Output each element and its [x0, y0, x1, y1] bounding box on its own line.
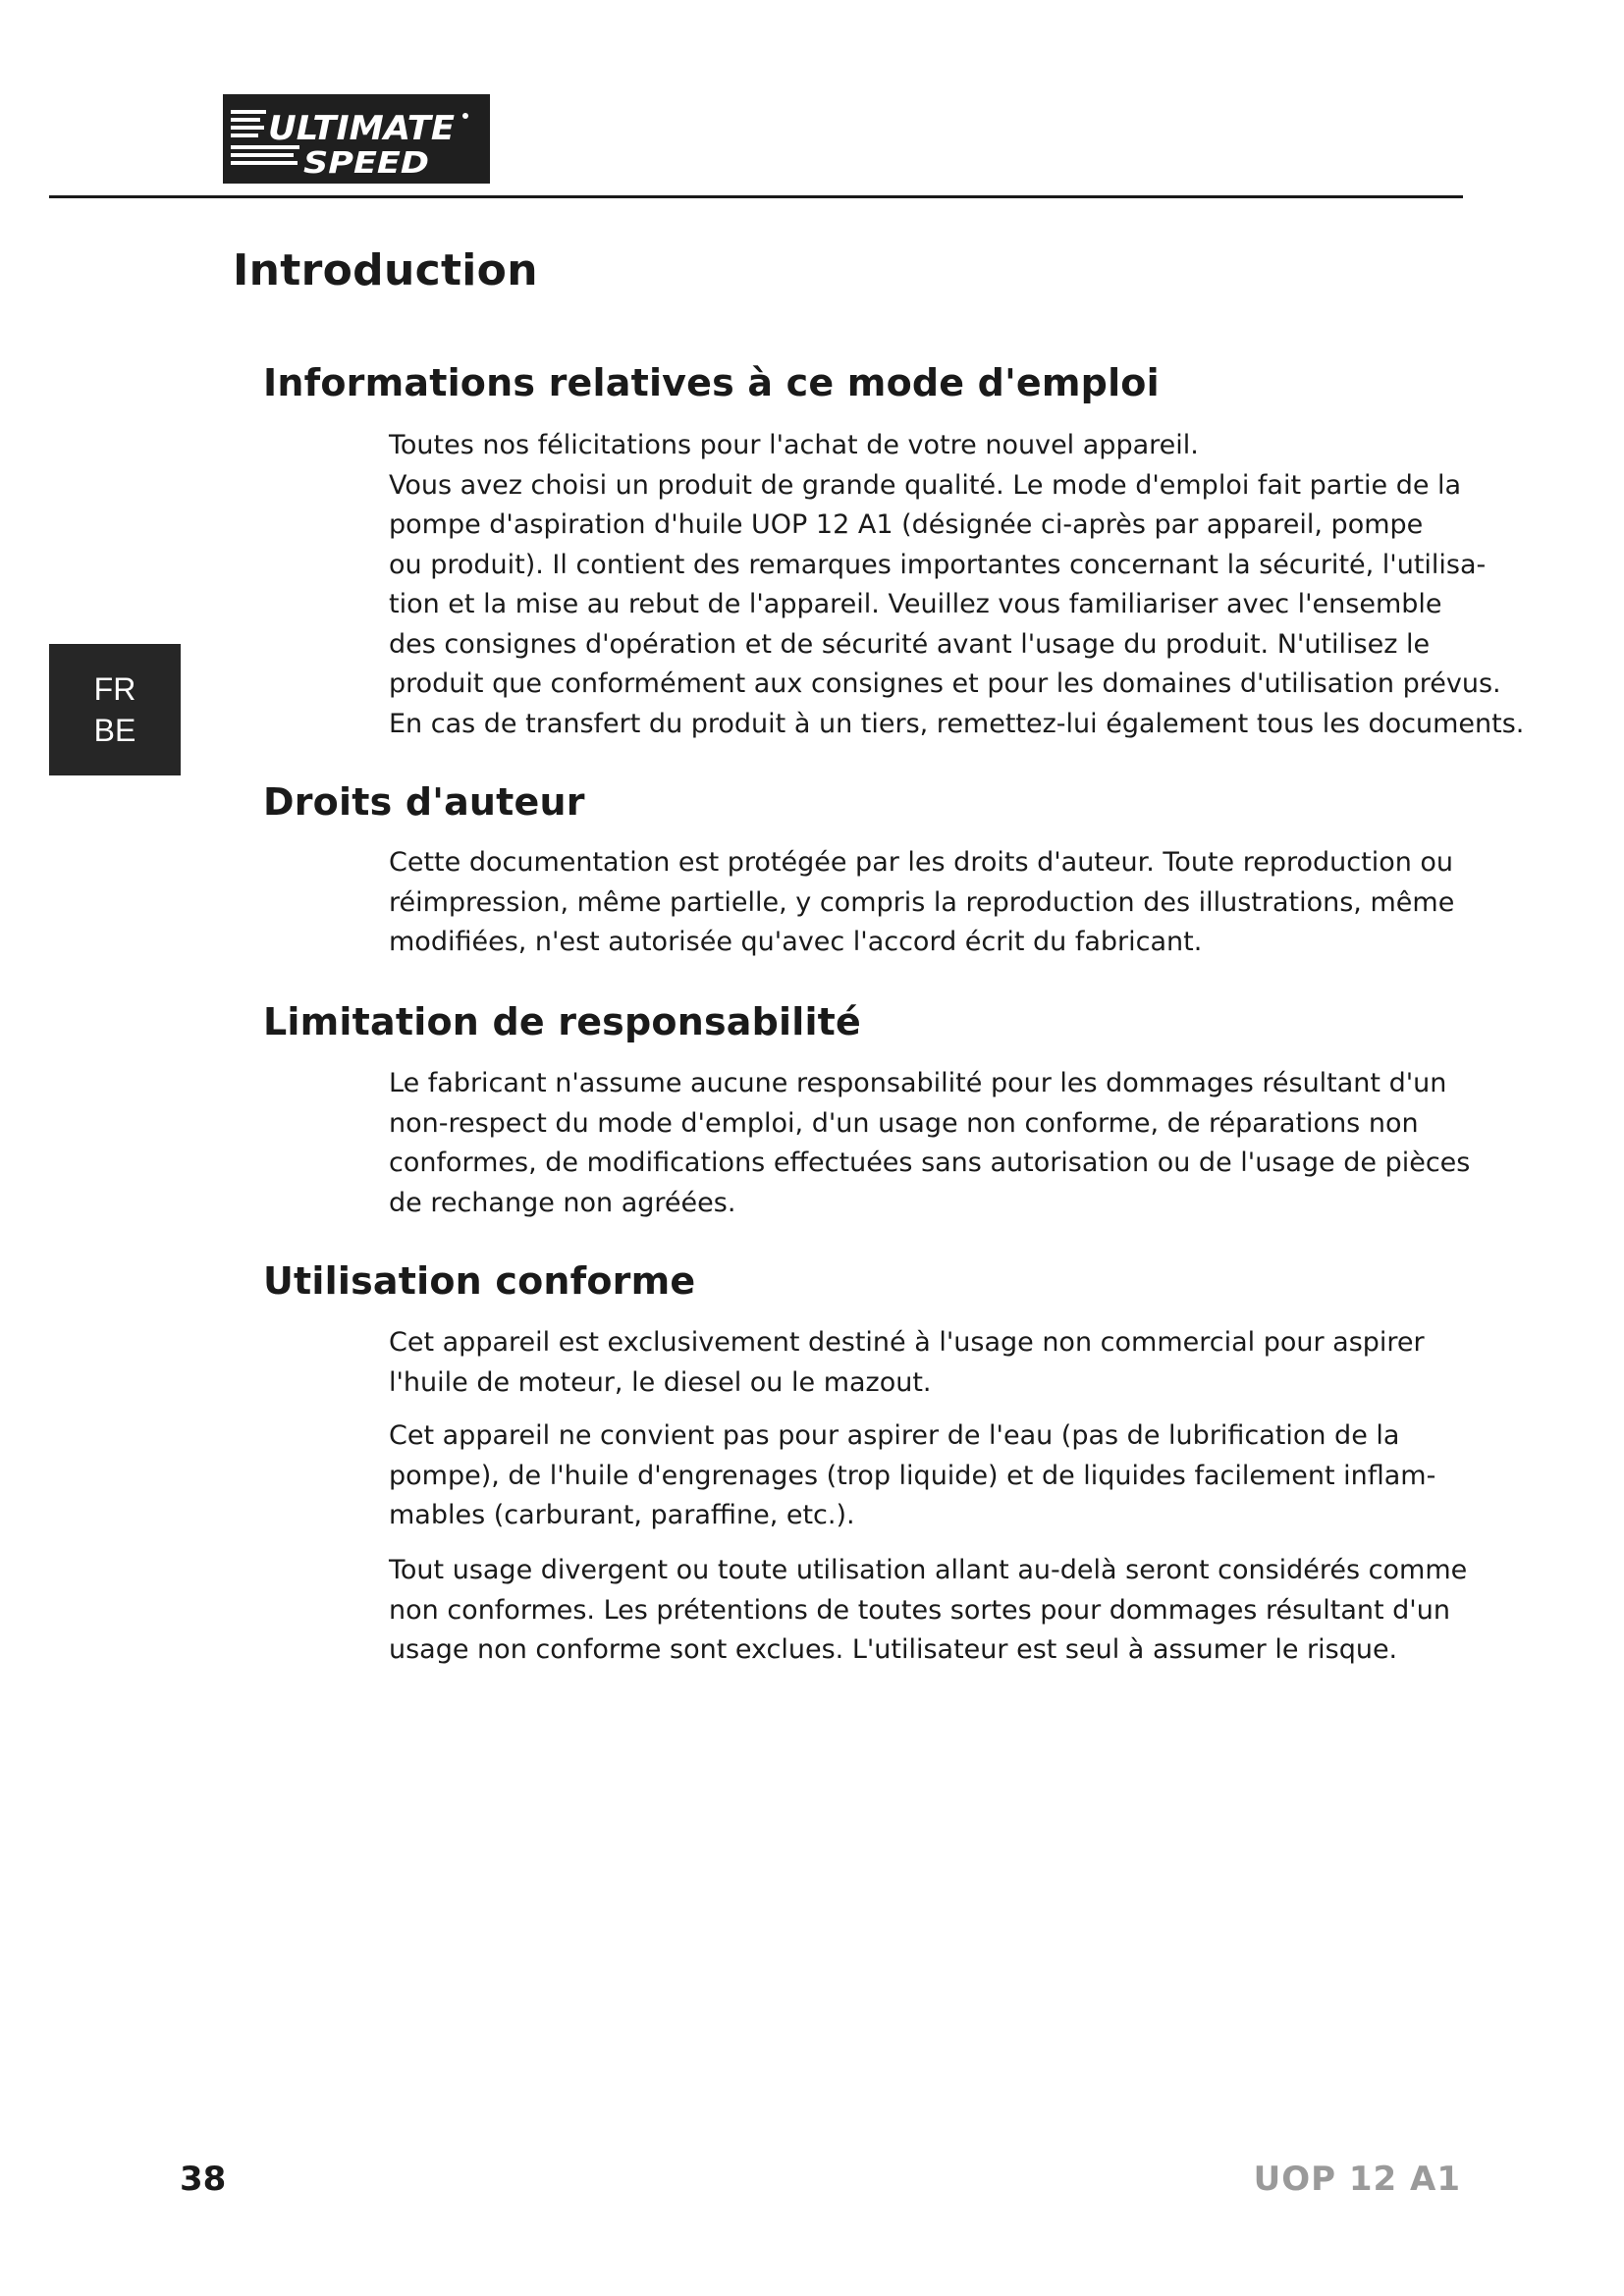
section-heading-droits: Droits d'auteur — [263, 780, 585, 824]
text-line: Tout usage divergent ou toute utilisation allant au-delà seront considérés comme — [389, 1555, 1468, 1585]
text-line: Vous avez choisi un produit de grande qualité. Le mode d'emploi fait partie de la — [389, 469, 1462, 501]
section-heading-limitation: Limitation de responsabilité — [263, 1000, 862, 1043]
text-line: réimpression, même partielle, y compris la reproduction des illustrations, même — [389, 886, 1455, 918]
text-line: non conformes. Les prétentions de toutes sortes pour dommages résultant d'un — [389, 1594, 1450, 1626]
page-title: Introduction — [233, 245, 538, 295]
language-tab — [49, 644, 181, 775]
text-line: Cet appareil est exclusivement destiné à l'usage non commercial pour aspirer — [389, 1327, 1425, 1358]
text-line: pompe d'aspiration d'huile UOP 12 A1 (désignée ci-après par appareil, pompe — [389, 509, 1424, 540]
text-line: de rechange non agréées. — [389, 1187, 736, 1218]
page-number: 38 — [180, 2160, 227, 2199]
header-rule — [49, 195, 1463, 198]
text-line: Cette documentation est protégée par les droits d'auteur. Toute reproduction ou — [389, 847, 1454, 878]
language-tab-line2: BE — [93, 713, 136, 748]
section-heading-informations: Informations relatives à ce mode d'emploi — [263, 361, 1160, 404]
text-line: des consignes d'opération et de sécurité avant l'usage du produit. N'utilisez le — [389, 628, 1431, 660]
paragraph-droits — [389, 843, 1455, 963]
paragraph-utilisation-2 — [389, 1416, 1436, 1536]
footer-model-name: UOP 12 A1 — [1253, 2160, 1461, 2199]
text-line: modifiées, n'est autorisée qu'avec l'accord écrit du fabricant. — [389, 927, 1203, 957]
text-line: Cet appareil ne convient pas pour aspirer de l'eau (pas de lubrification de la — [389, 1420, 1400, 1451]
paragraph-limitation — [389, 1064, 1471, 1223]
text-line: l'huile de moteur, le diesel ou le mazout. — [389, 1366, 932, 1398]
ultimate-speed-logo — [223, 94, 490, 184]
text-line: Le fabricant n'assume aucune responsabilité pour les dommages résultant d'un — [389, 1068, 1447, 1098]
text-line: Toutes nos félicitations pour l'achat de votre nouvel appareil. — [389, 430, 1199, 460]
language-tab-line1: FR — [93, 671, 136, 707]
paragraph-utilisation-3 — [389, 1551, 1468, 1671]
paragraph-informations — [389, 426, 1525, 744]
paragraph-utilisation-1 — [389, 1323, 1425, 1403]
text-line: non-respect du mode d'emploi, d'un usage non conforme, de réparations non — [389, 1107, 1419, 1139]
text-line: usage non conforme sont exclues. L'utilisateur est seul à assumer le risque. — [389, 1634, 1398, 1665]
text-line: tion et la mise au rebut de l'appareil. Veuillez vous familiariser avec l'ensemble — [389, 589, 1442, 619]
svg-text:ULTIMATE: ULTIMATE — [268, 109, 455, 148]
section-heading-utilisation: Utilisation conforme — [263, 1259, 696, 1303]
text-line: ou produit). Il contient des remarques importantes concernant la sécurité, l'utilisa- — [389, 549, 1487, 580]
text-line: En cas de transfert du produit à un tiers, remettez-lui également tous les documents. — [389, 708, 1525, 739]
svg-text:SPEED: SPEED — [303, 146, 429, 181]
text-line: conformes, de modifications effectuées sans autorisation ou de l'usage de pièces — [389, 1148, 1471, 1178]
text-line: mables (carburant, paraffine, etc.). — [389, 1500, 855, 1530]
text-line: produit que conformément aux consignes et pour les domaines d'utilisation prévus. — [389, 668, 1501, 699]
text-line: pompe), de l'huile d'engrenages (trop liquide) et de liquides facilement inflam- — [389, 1460, 1436, 1491]
